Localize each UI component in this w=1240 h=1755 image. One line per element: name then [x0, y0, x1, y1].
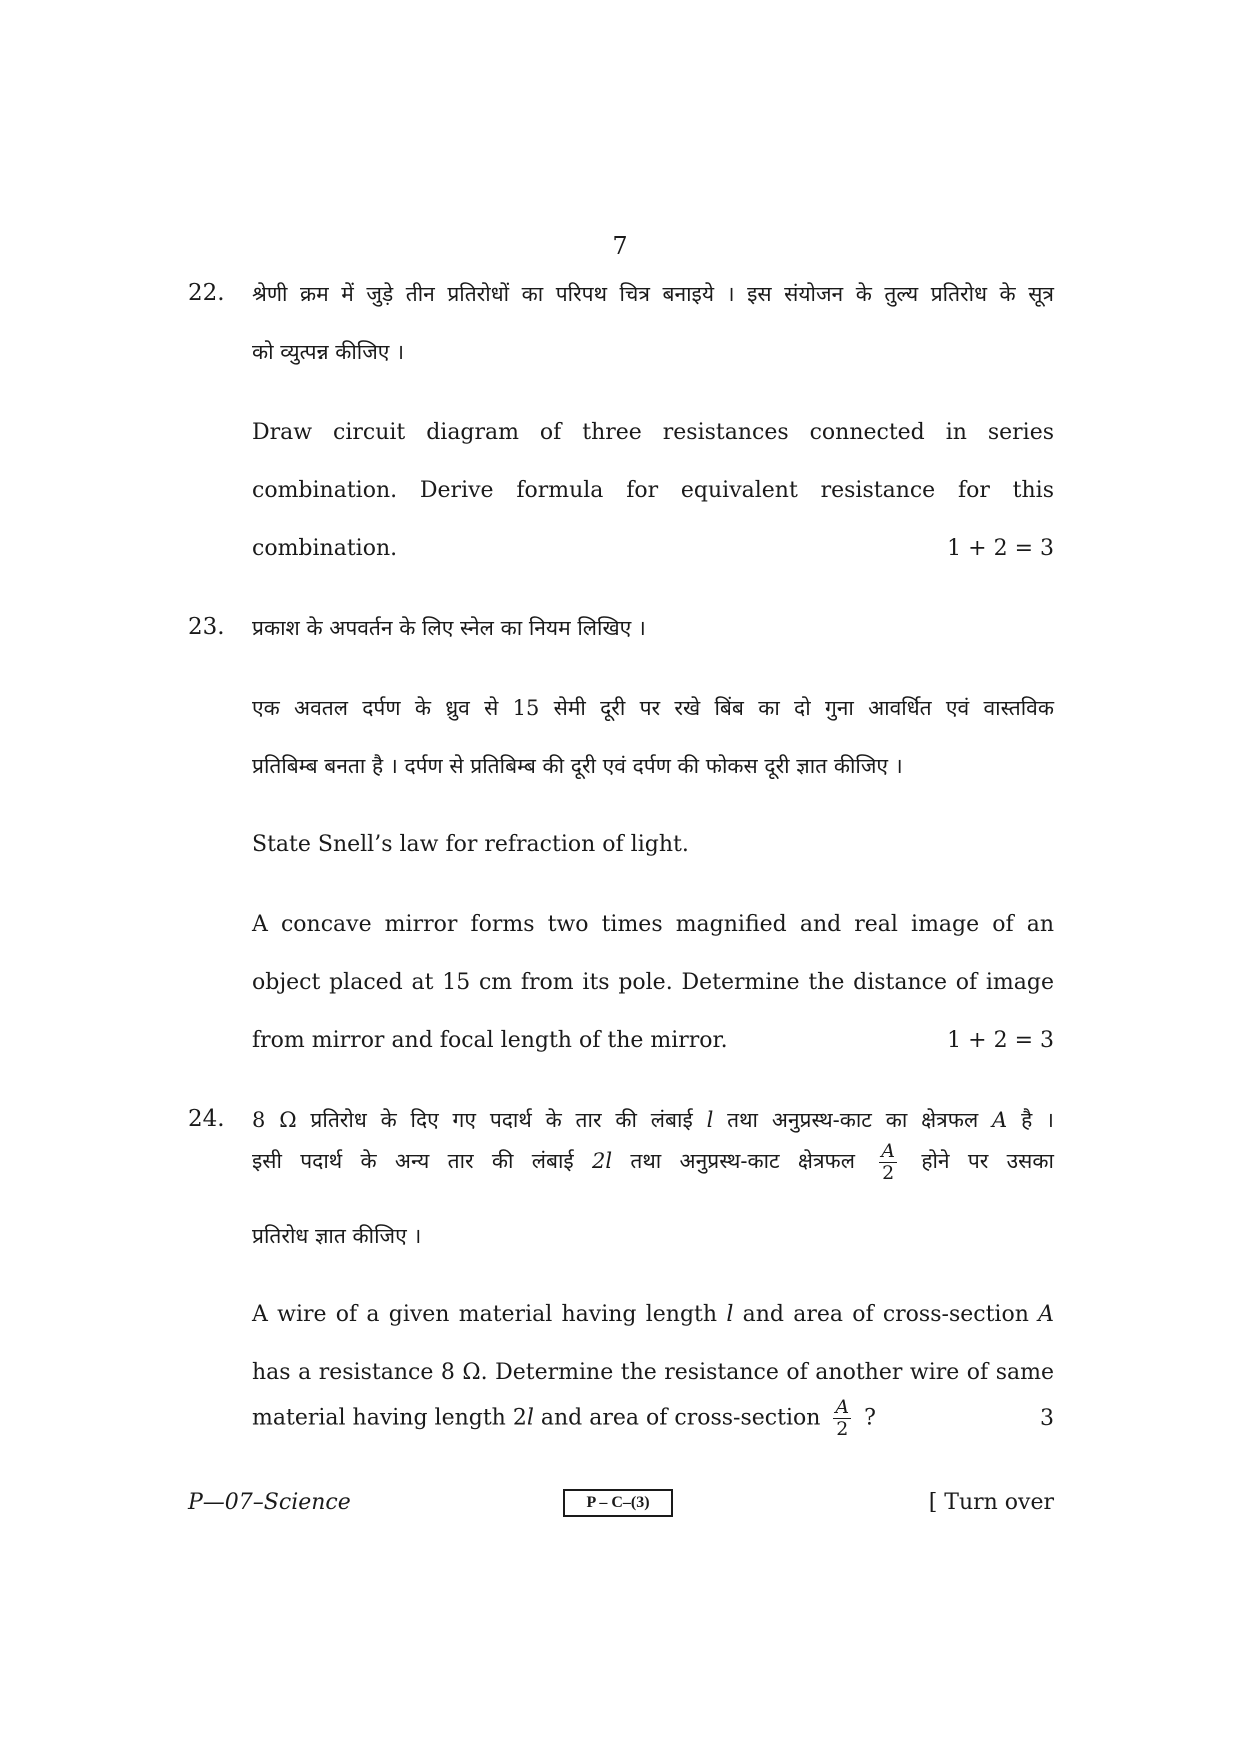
question-text-hindi: को व्युत्पन्न कीजिए ।	[252, 340, 405, 364]
question-text-english: material having length 2l and area of cross-section $\frac{A}{2}$ ?	[252, 1396, 876, 1440]
fraction-a-over-2: $\frac{A}{2}$	[835, 1396, 850, 1440]
question-text-english: object placed at 15 cm from its pole. Determine the distance of image	[252, 970, 1054, 995]
page-number: 7	[612, 232, 628, 260]
question-text-english: has a resistance 8 Ω. Determine the resistance of another wire of same	[252, 1360, 1054, 1385]
question-text-hindi: एक अवतल दर्पण के ध्रुव से 15 सेमी दूरी पर रखे बिंब का दो गुना आवर्धित एवं वास्तविक	[252, 696, 1054, 720]
marks-label: 3	[1040, 1406, 1054, 1431]
question-text-hindi: 8 Ω प्रतिरोध के दिए गए पदार्थ के तार की लंबाई l तथा अनुप्रस्थ-काट का क्षेत्रफल A है ।	[252, 1108, 1055, 1132]
marks-label: 1 + 2 = 3	[947, 1028, 1054, 1053]
question-text-english: combination. Derive formula for equivalent resistance for this	[252, 478, 1054, 503]
turn-over-label: [ Turn over	[928, 1490, 1054, 1515]
question-text-hindi: इसी पदार्थ के अन्य तार की लंबाई 2l तथा अनुप्रस्थ-काट क्षेत्रफल $\frac{A}{2}$ होने पर उसका	[252, 1140, 1054, 1184]
question-number: 23.	[188, 614, 225, 640]
question-text-english: Draw circuit diagram of three resistances connected in series	[252, 420, 1054, 445]
question-text-hindi: प्रतिबिम्ब बनता है । दर्पण से प्रतिबिम्ब की दूरी एवं दर्पण की फोकस दूरी ज्ञात कीजिए ।	[252, 754, 903, 778]
question-text-english: A wire of a given material having length l and area of cross-section A	[252, 1302, 1055, 1327]
question-text-english: State Snell’s law for refraction of light.	[252, 832, 689, 857]
question-text-hindi: श्रेणी क्रम में जुड़े तीन प्रतिरोधों का परिपथ चित्र बनाइये । इस संयोजन के तुल्य प्रतिरोध के सूत्र	[252, 282, 1054, 306]
question-text-hindi: प्रकाश के अपवर्तन के लिए स्नेल का नियम लिखिए ।	[252, 616, 646, 640]
question-text-english: from mirror and focal length of the mirror.	[252, 1028, 728, 1053]
fraction-a-over-2: $\frac{A}{2}$	[881, 1140, 896, 1184]
question-text-english: combination.	[252, 536, 398, 561]
set-code-box: P – C–(3)	[563, 1489, 673, 1517]
paper-code: P—07–Science	[188, 1490, 351, 1515]
question-number: 22.	[188, 280, 225, 306]
question-number: 24.	[188, 1106, 225, 1132]
marks-label: 1 + 2 = 3	[947, 536, 1054, 561]
question-text-hindi: प्रतिरोध ज्ञात कीजिए ।	[252, 1224, 422, 1248]
question-text-english: A concave mirror forms two times magnified and real image of an	[252, 912, 1054, 937]
